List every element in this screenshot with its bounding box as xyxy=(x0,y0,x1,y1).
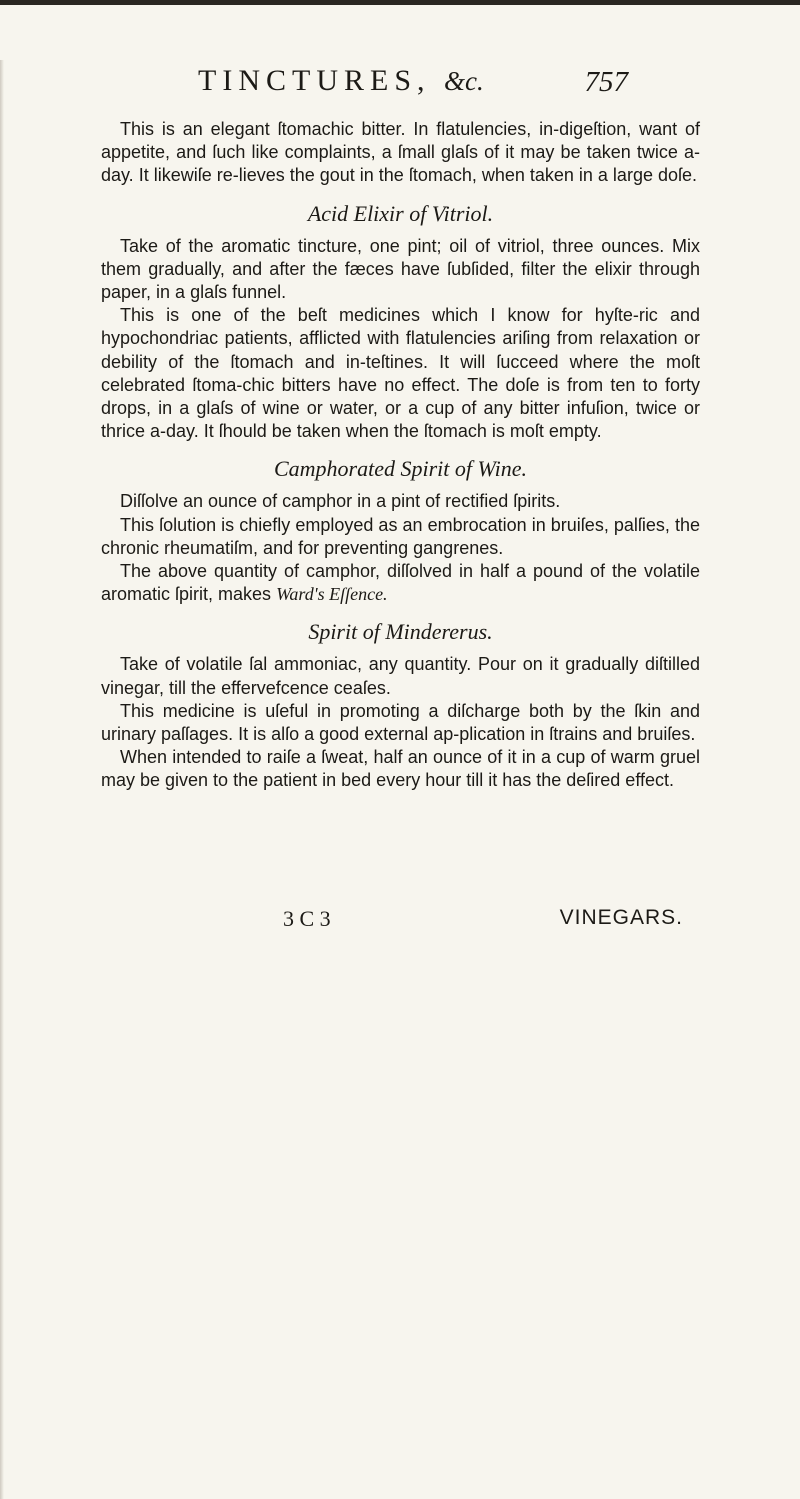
section-heading-acid-elixir: Acid Elixir of Vitriol. xyxy=(307,200,494,226)
paragraph-mindererus-sweat: When intended to raiſe a ſweat, half an ounce of it in a cup of warm gruel may be given to the patient in bed every hour till it has the deſired effect. xyxy=(101,747,700,791)
top-rule xyxy=(0,0,800,5)
page-number: 757 xyxy=(584,66,628,98)
paragraph-camphor-use: This ſolution is chiefly employed as an embrocation in bruiſes, palſies, the chronic rheumatiſm, and for preventing gangrenes. xyxy=(101,514,700,558)
paragraph-wards-essence xyxy=(101,560,700,606)
section-heading-camphorated-spirit: Camphorated Spirit of Wine. xyxy=(274,456,527,482)
header-title-suffix: &c. xyxy=(444,66,484,96)
paragraph-mindererus-recipe: Take of volatile ſal ammoniac, any quantity. Pour on it gradually diſtilled vinegar, till the effervefcence ceaſes. xyxy=(101,654,700,698)
header-title xyxy=(198,64,484,98)
page-body xyxy=(101,118,700,793)
paragraph-acid-elixir-use: This is one of the beſt medicines which I know for hyſte-ric and hypochondriac patients, afflicted with flatulencies ariſing from relaxation or debility of the ſtomach and in-teſtines. It will ſucceed where the moſt celebrated ſtoma-chic bitters have no effect. The doſe is from ten to forty drops, in a glaſs of wine or water, or a cup of any bitter infuſion, twice or thrice a-day. It ſhould be taken when the ſtomach is moſt empty. xyxy=(101,305,700,442)
header-title-main: TINCTURES, xyxy=(198,64,431,97)
catchword: VINEGARS. xyxy=(559,906,683,929)
wards-essence-name: Ward's Eſſence. xyxy=(276,584,388,605)
paragraph-camphor-recipe: Diſſolve an ounce of camphor in a pint of rectified ſpirits. xyxy=(120,491,561,512)
paragraph-stomachic-bitter: This is an elegant ſtomachic bitter. In flatulencies, in-digeſtion, want of appetite, and ſuch like complaints, a ſmall glaſs of it may be taken twice a-day. It likewiſe re-lieves the gout in the ſtomach, when taken in a large doſe. xyxy=(101,119,700,186)
page-footer xyxy=(283,906,683,938)
paragraph-acid-elixir-recipe: Take of the aromatic tincture, one pint; oil of vitriol, three ounces. Mix them gradually, and after the fæces have ſubſided, filter the elixir through paper, in a glaſs funnel. xyxy=(101,235,700,303)
signature-mark: 3 C 3 xyxy=(283,906,331,931)
section-heading-spirit-mindererus: Spirit of Mindererus. xyxy=(308,619,493,645)
paragraph-mindererus-use: This medicine is uſeful in promoting a diſcharge both by the ſkin and urinary paſſages. It is alſo a good external ap-plication in ſtrains and bruiſes. xyxy=(101,700,700,745)
running-header xyxy=(198,64,628,108)
page-edge-shadow xyxy=(0,60,4,1499)
wards-essence-text: The above quantity of camphor, diſſolved in half a pound of the volatile aromatic ſpirit, makes xyxy=(101,561,700,605)
